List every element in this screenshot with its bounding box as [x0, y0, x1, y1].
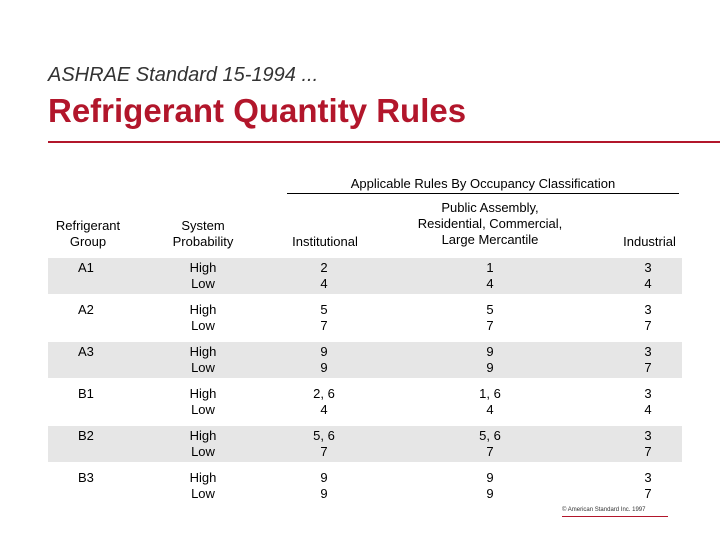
cell-system-probability: High Low [189, 428, 217, 459]
header-industrial: Industrial [623, 234, 676, 249]
cell-institutional: 9 9 [320, 344, 328, 375]
header-system-probability: System Probability [172, 218, 234, 249]
cell-system-probability: High Low [189, 260, 217, 291]
cell-industrial: 3 4 [644, 260, 652, 291]
cell-public-assembly: 9 9 [486, 344, 494, 375]
table-row [48, 468, 682, 504]
cell-industrial: 3 7 [644, 302, 652, 333]
cell-institutional: 2 4 [320, 260, 328, 291]
table-row [48, 384, 682, 420]
cell-refrigerant-group: B3 [78, 470, 94, 485]
occupancy-group-divider [287, 193, 679, 194]
cell-refrigerant-group: A2 [78, 302, 94, 317]
cell-institutional: 5 7 [320, 302, 328, 333]
cell-refrigerant-group: B1 [78, 386, 94, 401]
copyright-footer: © American Standard Inc. 1997 [562, 507, 646, 513]
cell-institutional: 9 9 [320, 470, 328, 501]
cell-system-probability: High Low [189, 386, 217, 417]
cell-public-assembly: 1 4 [486, 260, 494, 291]
footer-divider [562, 516, 668, 517]
table-row [48, 258, 682, 294]
occupancy-group-header: Applicable Rules By Occupancy Classification [350, 176, 616, 191]
slide-title: Refrigerant Quantity Rules [48, 92, 467, 129]
cell-system-probability: High Low [189, 302, 217, 333]
cell-industrial: 3 7 [644, 344, 652, 375]
cell-refrigerant-group: A3 [78, 344, 94, 359]
cell-public-assembly: 5, 6 7 [479, 428, 501, 459]
cell-industrial: 3 7 [644, 470, 652, 501]
cell-industrial: 3 7 [644, 428, 652, 459]
cell-public-assembly: 5 7 [486, 302, 494, 333]
cell-institutional: 5, 6 7 [313, 428, 335, 459]
cell-public-assembly: 1, 6 4 [479, 386, 501, 417]
header-institutional: Institutional [292, 234, 358, 249]
table-row [48, 300, 682, 336]
cell-system-probability: High Low [189, 344, 217, 375]
cell-institutional: 2, 6 4 [313, 386, 335, 417]
cell-public-assembly: 9 9 [486, 470, 494, 501]
cell-industrial: 3 4 [644, 386, 652, 417]
cell-system-probability: High Low [189, 470, 217, 501]
table-row [48, 426, 682, 462]
header-public-assembly: Public Assembly, Residential, Commercial, Large Mercantile [417, 200, 563, 247]
title-divider [48, 141, 720, 143]
cell-refrigerant-group: A1 [78, 260, 94, 275]
cell-refrigerant-group: B2 [78, 428, 94, 443]
header-refrigerant-group: Refrigerant Group [55, 218, 121, 249]
table-row [48, 342, 682, 378]
slide-subtitle: ASHRAE Standard 15-1994 ... [48, 64, 319, 86]
